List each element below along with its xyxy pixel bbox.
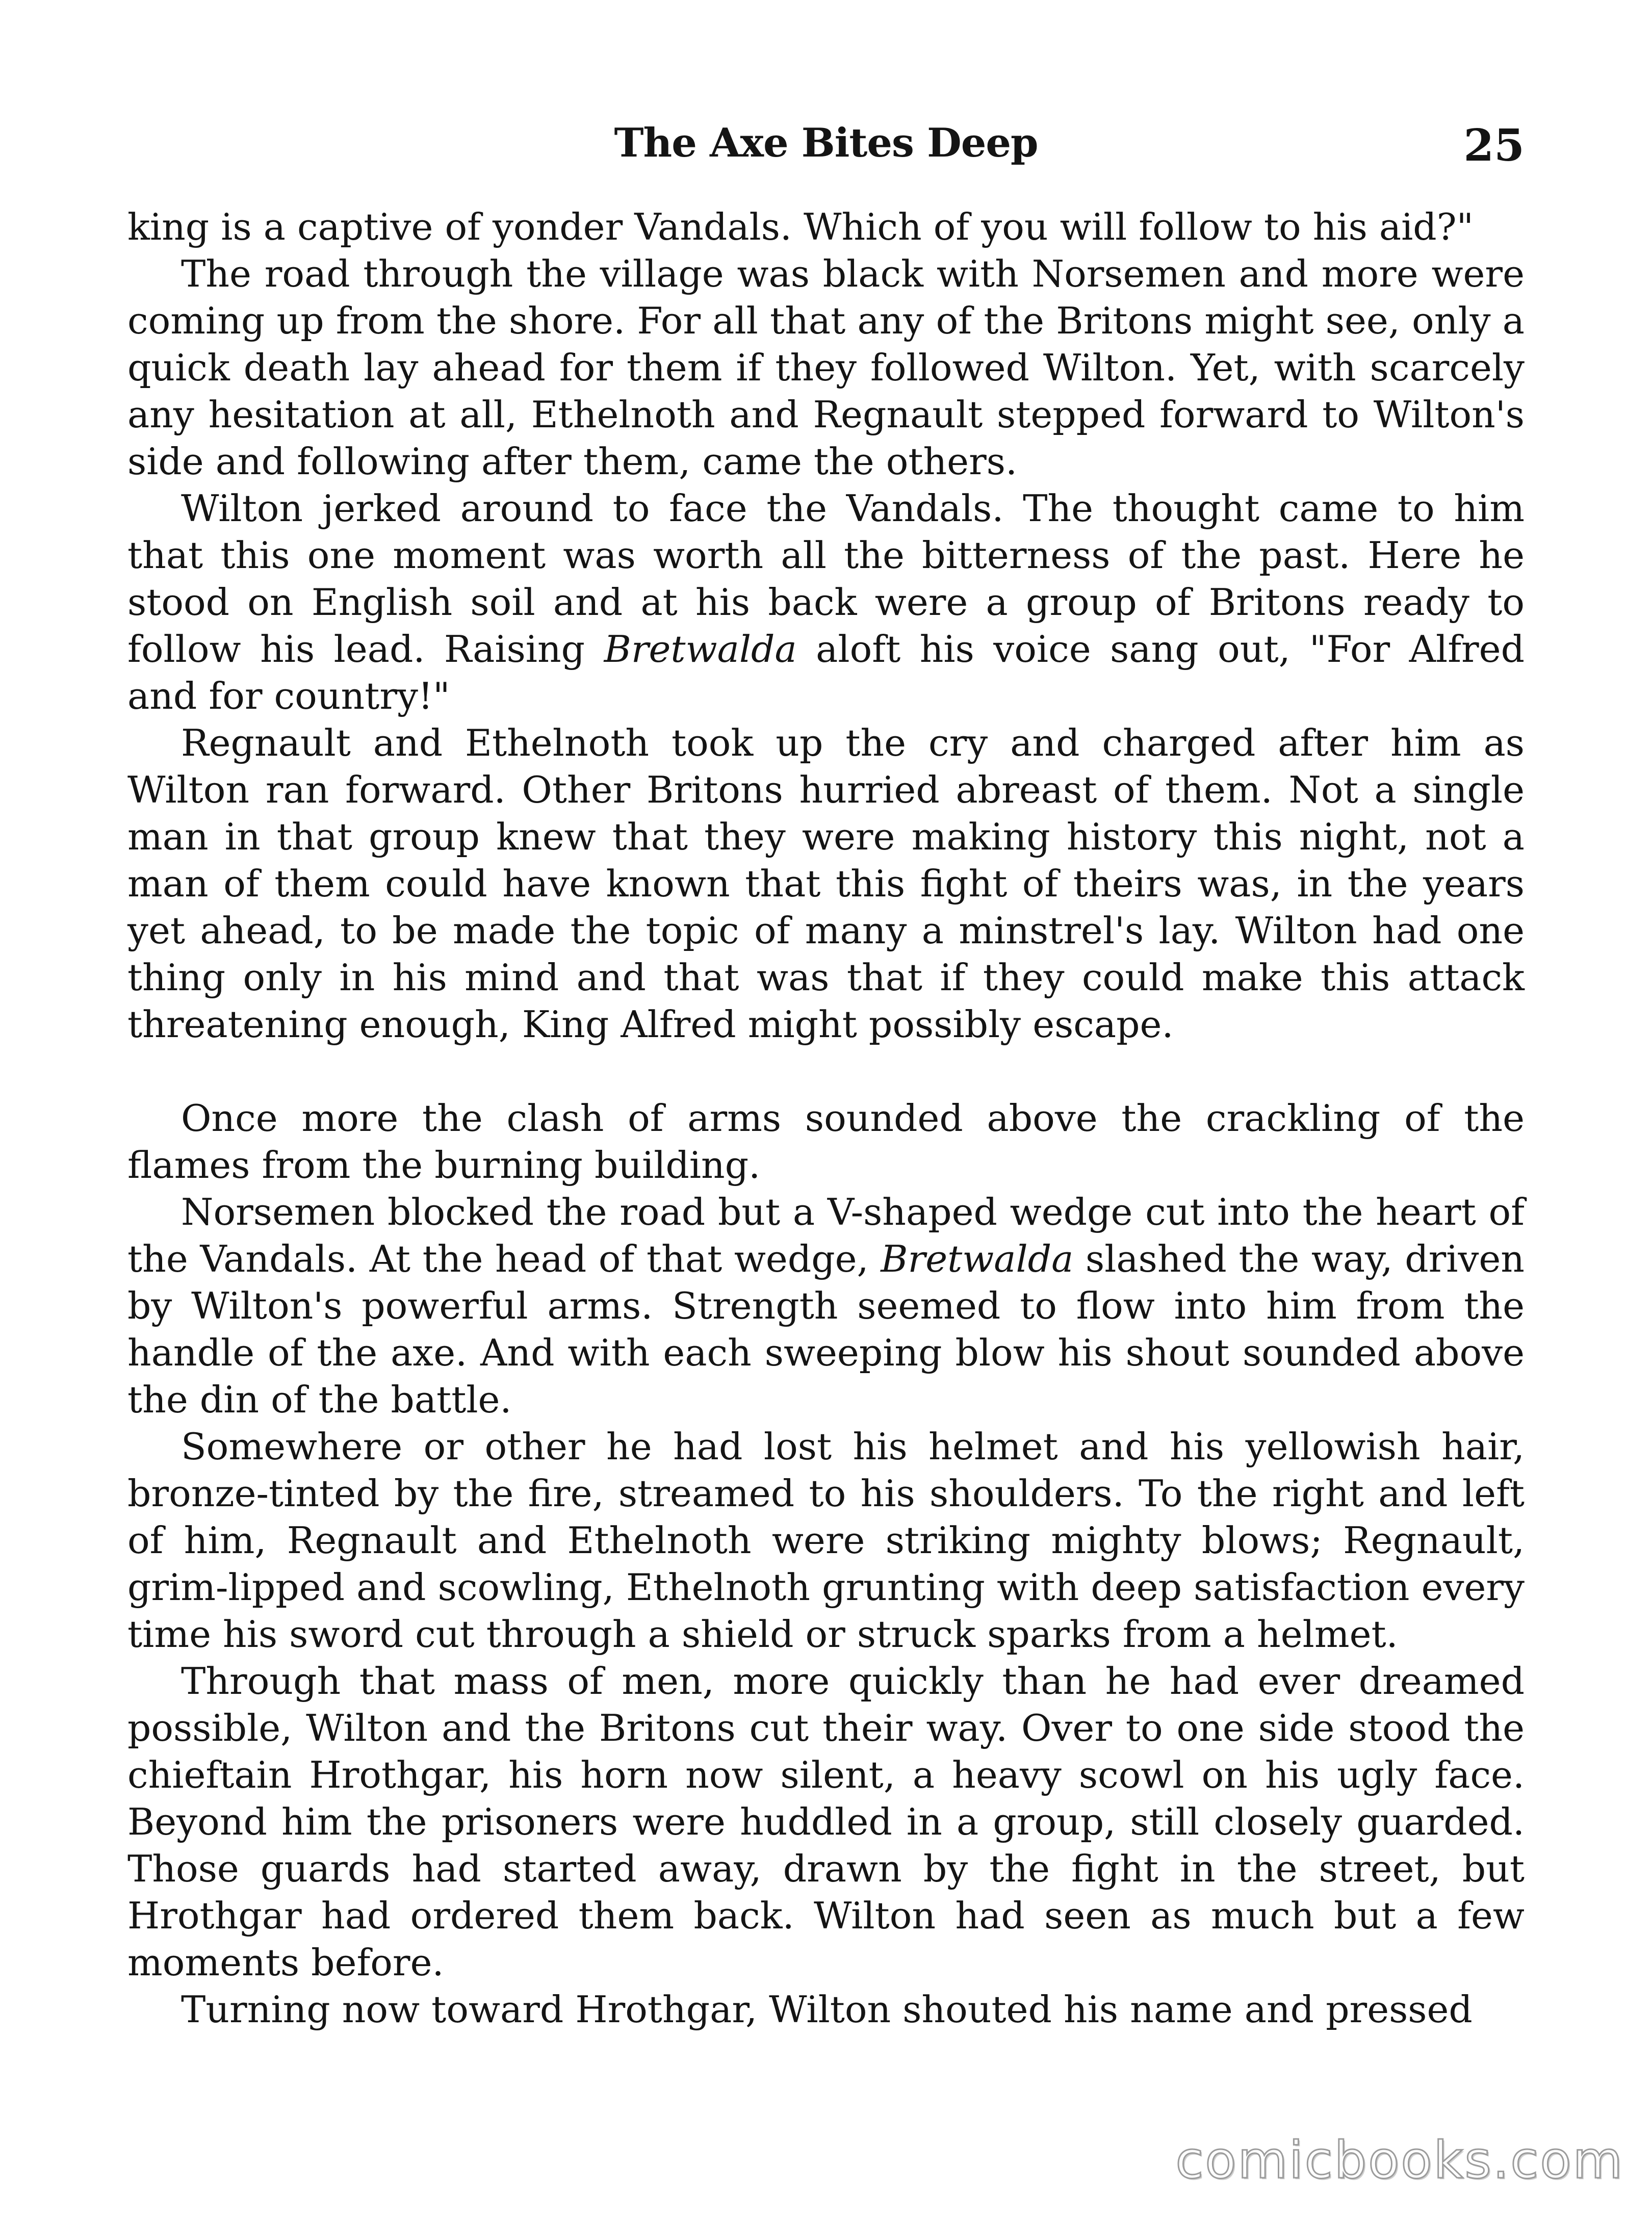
italic-axe-name: Bretwalda — [881, 1238, 1074, 1281]
paragraph: Once more the clash of arms sounded above the crackling of the flames from the burning building. — [127, 1097, 1525, 1187]
paragraph: king is a captive of yonder Vandals. Which of you will follow to his aid?" — [127, 206, 1474, 249]
italic-axe-name: Bretwalda — [604, 628, 797, 671]
paragraph: Regnault and Ethelnoth took up the cry and charged after him as Wilton ran forward. Other Britons hurried abreast of them. Not a single man in that group knew that they were making history this night, not a man of them could have known that this fight of theirs was, in the years yet ahead, to be made the topic of many a minstrel's lay. Wilton had one thing only in his mind and that was that if they could make this attack threatening enough, King Alfred might possibly escape. — [127, 722, 1525, 1046]
paragraph-text: Wilton jerked around to face the Vandals. The thought came to him that this one moment was worth all the bitterness of the past. Here he stood on English soil and at his back were a group of Britons ready to follow his lead. Raising — [127, 487, 1525, 671]
paragraph: Somewhere or other he had lost his helmet and his yellowish hair, bronze-tinted by the fire, streamed to his shoulders. To the right and left of him, Regnault and Ethelnoth were striking mighty blows; Regnault, grim-lipped and scowling, Ethelnoth grunting with deep satisfaction every time his sword cut through a shield or struck sparks from a helmet. — [127, 1426, 1525, 1656]
page-number: 25 — [1463, 120, 1525, 171]
paragraph-text: aloft his voice sang out, "For Alfred and for country!" — [127, 628, 1525, 718]
watermark: comicbooks.com — [1175, 2130, 1624, 2190]
paragraph: The road through the village was black with Norsemen and more were coming up from the shore. For all that any of the Britons might see, only a quick death lay ahead for them if they followed Wilton. Yet, with scarcely any hesitation at all, Ethelnoth and Regnault stepped forward to Wilton's side and following after them, came the others. — [127, 253, 1525, 483]
paragraph-text: slashed the way, driven by Wilton's powerful arms. Strength seemed to flow into him from the handle of the axe. And with each sweeping blow his shout sounded above the din of the battle. — [127, 1238, 1525, 1422]
page-header — [127, 120, 1525, 181]
paragraph-text: Norsemen blocked the road but a V-shaped wedge cut into the heart of the Vandals. At the head of that wedge, — [127, 1191, 1525, 1281]
paragraph — [127, 1189, 1525, 1424]
paragraph: Through that mass of men, more quickly than he had ever dreamed possible, Wilton and the Britons cut their way. Over to one side stood the chieftain Hrothgar, his horn now silent, a heavy scowl on his ugly face. Beyond him the prisoners were huddled in a group, still closely guarded. Those guards had started away, drawn by the fight in the street, but Hrothgar had ordered them back. Wilton had seen as much but a few moments before. — [127, 1660, 1525, 1984]
paragraph — [127, 485, 1525, 720]
paragraph: Turning now toward Hrothgar, Wilton shouted his name and pressed — [181, 1989, 1473, 2031]
body-text — [127, 204, 1525, 2033]
running-title: The Axe Bites Deep — [614, 120, 1038, 166]
